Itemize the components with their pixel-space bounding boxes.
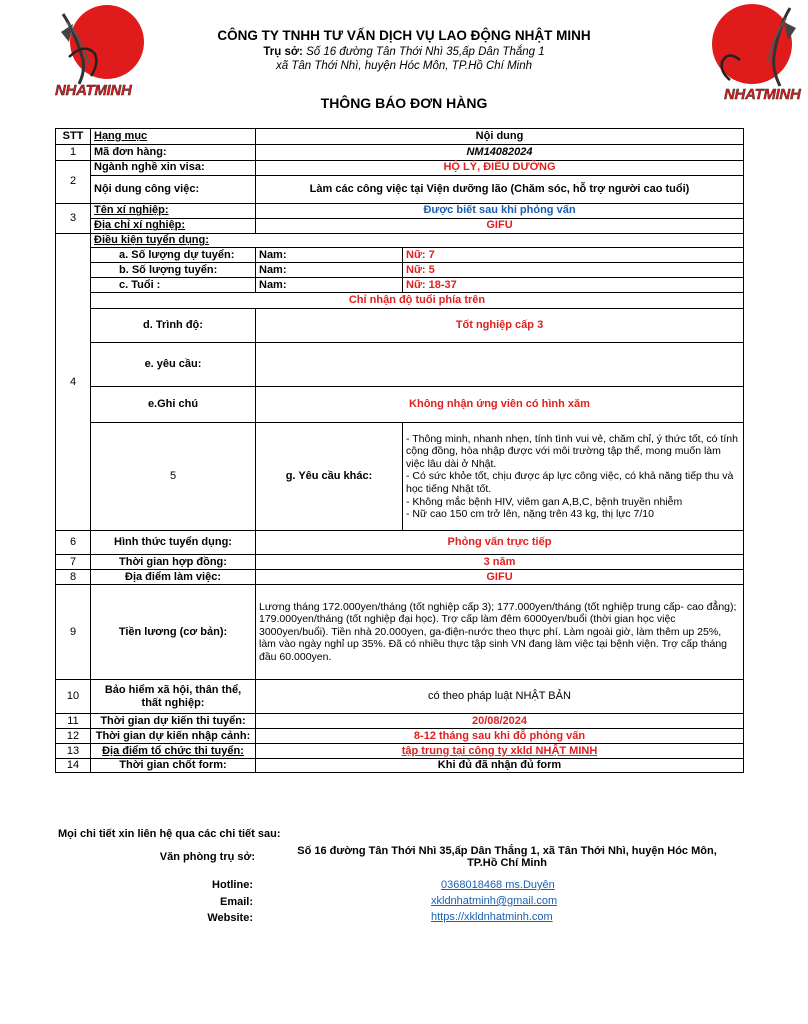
company-name: CÔNG TY TNHH TƯ VẤN DỊCH VỤ LAO ĐỘNG NHẬT MINH — [217, 28, 591, 43]
applicant-count-female: Nữ: 7 — [403, 248, 744, 263]
table-row — [56, 423, 744, 531]
table-row — [56, 161, 744, 176]
table-row — [56, 531, 744, 555]
job-content-value: Làm các công việc tại Viện dưỡng lão (Chăm sóc, hỗ trợ người cao tuổi) — [256, 176, 744, 204]
table-row — [56, 680, 744, 714]
row-number: 6 — [56, 531, 91, 555]
hire-count-male: Nam: — [256, 263, 403, 278]
table-row — [56, 585, 744, 680]
address-label: Trụ sở: — [263, 46, 303, 58]
form-deadline-label: Thời gian chốt form: — [91, 759, 256, 773]
table-row — [56, 744, 744, 759]
table-row — [56, 263, 744, 278]
table-row — [56, 555, 744, 570]
table-row — [56, 204, 744, 219]
website-label: Website: — [207, 912, 253, 924]
table-row — [56, 759, 744, 773]
header-stt: STT — [56, 129, 91, 145]
note-value: Không nhận ứng viên có hình xăm — [256, 387, 744, 423]
recruitment-method-value: Phỏng vấn trực tiếp — [256, 531, 744, 555]
applicant-count-male: Nam: — [256, 248, 403, 263]
salary-value: Lương tháng 172.000yen/tháng (tốt nghiệp cấp 3); 177.000yen/tháng (tốt nghiệp trung cấp- cao đẳng); 179.000yen/tháng (tốt nghiệp đại học). Trợ cấp làm đêm 6000yen/buổi (thời gian học việc 3000yen/buổi). Tiền nhà 20.000yen, ga-điện-nước theo thực phí. Làm ngoài giờ, làm thêm up 25%, làm vào ngày nghỉ up 35%. Đã có nhiều thực tập sinh VN đang làm việc tại bệnh viện. Trợ cấp tháng đầu 60.000yen. — [256, 585, 744, 680]
address-text: Số 16 đường Tân Thới Nhì 35,ấp Dân Thắng 1 — [306, 46, 545, 58]
job-content-label: Nội dung công việc: — [91, 176, 256, 204]
table-row — [56, 234, 744, 248]
work-location-label: Địa điểm làm việc: — [91, 570, 256, 585]
insurance-label: Bảo hiểm xã hội, thân thể, thất nghiệp: — [91, 680, 256, 714]
education-label: d. Trình độ: — [91, 309, 256, 343]
hotline-link[interactable]: 0368018468 ms.Duyên — [441, 879, 555, 891]
row-number: 8 — [56, 570, 91, 585]
document-title: THÔNG BÁO ĐƠN HÀNG — [320, 95, 488, 111]
order-table — [55, 128, 744, 773]
table-row — [56, 570, 744, 585]
age-female: Nữ: 18-37 — [403, 278, 744, 293]
education-value: Tốt nghiệp cấp 3 — [256, 309, 744, 343]
company-address-label: Địa chỉ xí nghiệp: — [91, 219, 256, 234]
table-row — [56, 248, 744, 263]
age-label: c. Tuổi : — [91, 278, 256, 293]
table-row — [56, 729, 744, 744]
exam-location-value: tập trung tại công ty xkld NHẬT MINH — [256, 744, 744, 759]
insurance-value: có theo pháp luật NHẬT BẢN — [256, 680, 744, 714]
contract-term-label: Thời gian hợp đồng: — [91, 555, 256, 570]
company-address-value: GIFU — [256, 219, 744, 234]
recruitment-method-label: Hình thức tuyển dụng: — [91, 531, 256, 555]
website-link[interactable]: https://xkldnhatminh.com — [431, 911, 553, 923]
header-item: Hạng mục — [91, 129, 256, 145]
entry-time-value: 8-12 tháng sau khi đỗ phỏng vấn — [256, 729, 744, 744]
other-requirements-value — [403, 423, 744, 531]
row-number: 9 — [56, 585, 91, 680]
row-number: 12 — [56, 729, 91, 744]
table-row — [56, 387, 744, 423]
salary-label: Tiền lương (cơ bản): — [91, 585, 256, 680]
table-row — [56, 176, 744, 204]
company-address-line1 — [0, 46, 808, 58]
office-address-line2: TP.Hồ Chí Minh — [467, 857, 547, 869]
requirement-label: e. yêu cầu: — [91, 343, 256, 387]
exam-date-value: 20/08/2024 — [256, 714, 744, 729]
contract-term-value: 3 năm — [256, 555, 744, 570]
email-link[interactable]: xkldnhatminh@gmail.com — [431, 895, 558, 907]
order-code-value: NM14082024 — [256, 145, 744, 161]
table-row — [56, 714, 744, 729]
visa-occupation-value: HỘ LÝ, ĐIỀU DƯỠNG — [256, 161, 744, 176]
office-label: Văn phòng trụ sở: — [159, 851, 255, 863]
table-row — [56, 309, 744, 343]
logo-brand-text: NHATMINH — [55, 82, 132, 99]
row-number: 1 — [56, 145, 91, 161]
requirement-value — [256, 343, 744, 387]
row-number: 2 — [56, 161, 91, 204]
hire-count-label: b. Số lượng tuyển: — [91, 263, 256, 278]
entry-time-label: Thời gian dự kiến nhập cảnh: — [91, 729, 256, 744]
age-note: Chỉ nhận độ tuổi phía trên — [91, 293, 744, 309]
company-address-line2: xã Tân Thới Nhì, huyện Hóc Môn, TP.Hồ Chí Minh — [275, 60, 532, 72]
age-male: Nam: — [256, 278, 403, 293]
requirement-line: - Có sức khỏe tốt, chịu được áp lực công việc, có khả năng tiếp thu và học tiếng Nhật tốt. — [406, 470, 734, 495]
row-number: 3 — [56, 204, 91, 234]
table-row — [56, 293, 744, 309]
requirement-line: - Nữ cao 150 cm trở lên, nặng trên 43 kg, thị lực 7/10 — [406, 508, 654, 521]
visa-occupation-label: Ngành nghề xin visa: — [91, 161, 256, 176]
hire-count-female: Nữ: 5 — [403, 263, 744, 278]
other-requirements-label: g. Yêu cầu khác: — [256, 423, 403, 531]
row-number: 14 — [56, 759, 91, 773]
exam-date-label: Thời gian dự kiến thi tuyển: — [91, 714, 256, 729]
row-number: 11 — [56, 714, 91, 729]
office-address — [272, 845, 742, 869]
order-code-label: Mã đơn hàng: — [91, 145, 256, 161]
note-label: e.Ghi chú — [91, 387, 256, 423]
logo-brand-text: NHATMINH — [724, 86, 801, 103]
header-content: Nội dung — [256, 129, 744, 145]
conditions-label: Điều kiện tuyển dụng: — [91, 234, 744, 248]
hotline-label: Hotline: — [212, 879, 253, 891]
table-row — [56, 278, 744, 293]
table-row — [56, 219, 744, 234]
office-address-line1: Số 16 đường Tân Thới Nhì 35,ấp Dân Thắng 1, xã Tân Thới Nhì, huyện Hóc Môn, — [297, 845, 717, 857]
contact-title: Mọi chi tiết xin liên hệ qua các chi tiết sau: — [58, 828, 281, 840]
row-number: 4 — [56, 234, 91, 531]
row-number: 10 — [56, 680, 91, 714]
company-name-label: Tên xí nghiệp: — [91, 204, 256, 219]
form-deadline-value: Khi đủ đã nhận đủ form — [256, 759, 744, 773]
table-header-row — [56, 129, 744, 145]
requirement-line: - Thông minh, nhanh nhẹn, tính tình vui vẻ, chăm chỉ, ý thức tốt, có tính cộng đồng, hòa nhập được với môi trường tập thể, mong muốn làm việc lâu dài ở Nhật. — [406, 432, 738, 470]
email-label: Email: — [219, 896, 253, 908]
applicant-count-label: a. Số lượng dự tuyển: — [91, 248, 256, 263]
table-row — [56, 343, 744, 387]
row-number: 5 — [91, 423, 256, 531]
company-name-value: Được biết sau khi phỏng vấn — [256, 204, 744, 219]
exam-location-label: Địa điểm tổ chức thi tuyển: — [91, 744, 256, 759]
requirement-line: - Không mắc bệnh HIV, viêm gan A,B,C, bệnh truyền nhiễm — [406, 495, 683, 508]
table-row — [56, 145, 744, 161]
row-number: 13 — [56, 744, 91, 759]
row-number: 7 — [56, 555, 91, 570]
work-location-value: GIFU — [256, 570, 744, 585]
